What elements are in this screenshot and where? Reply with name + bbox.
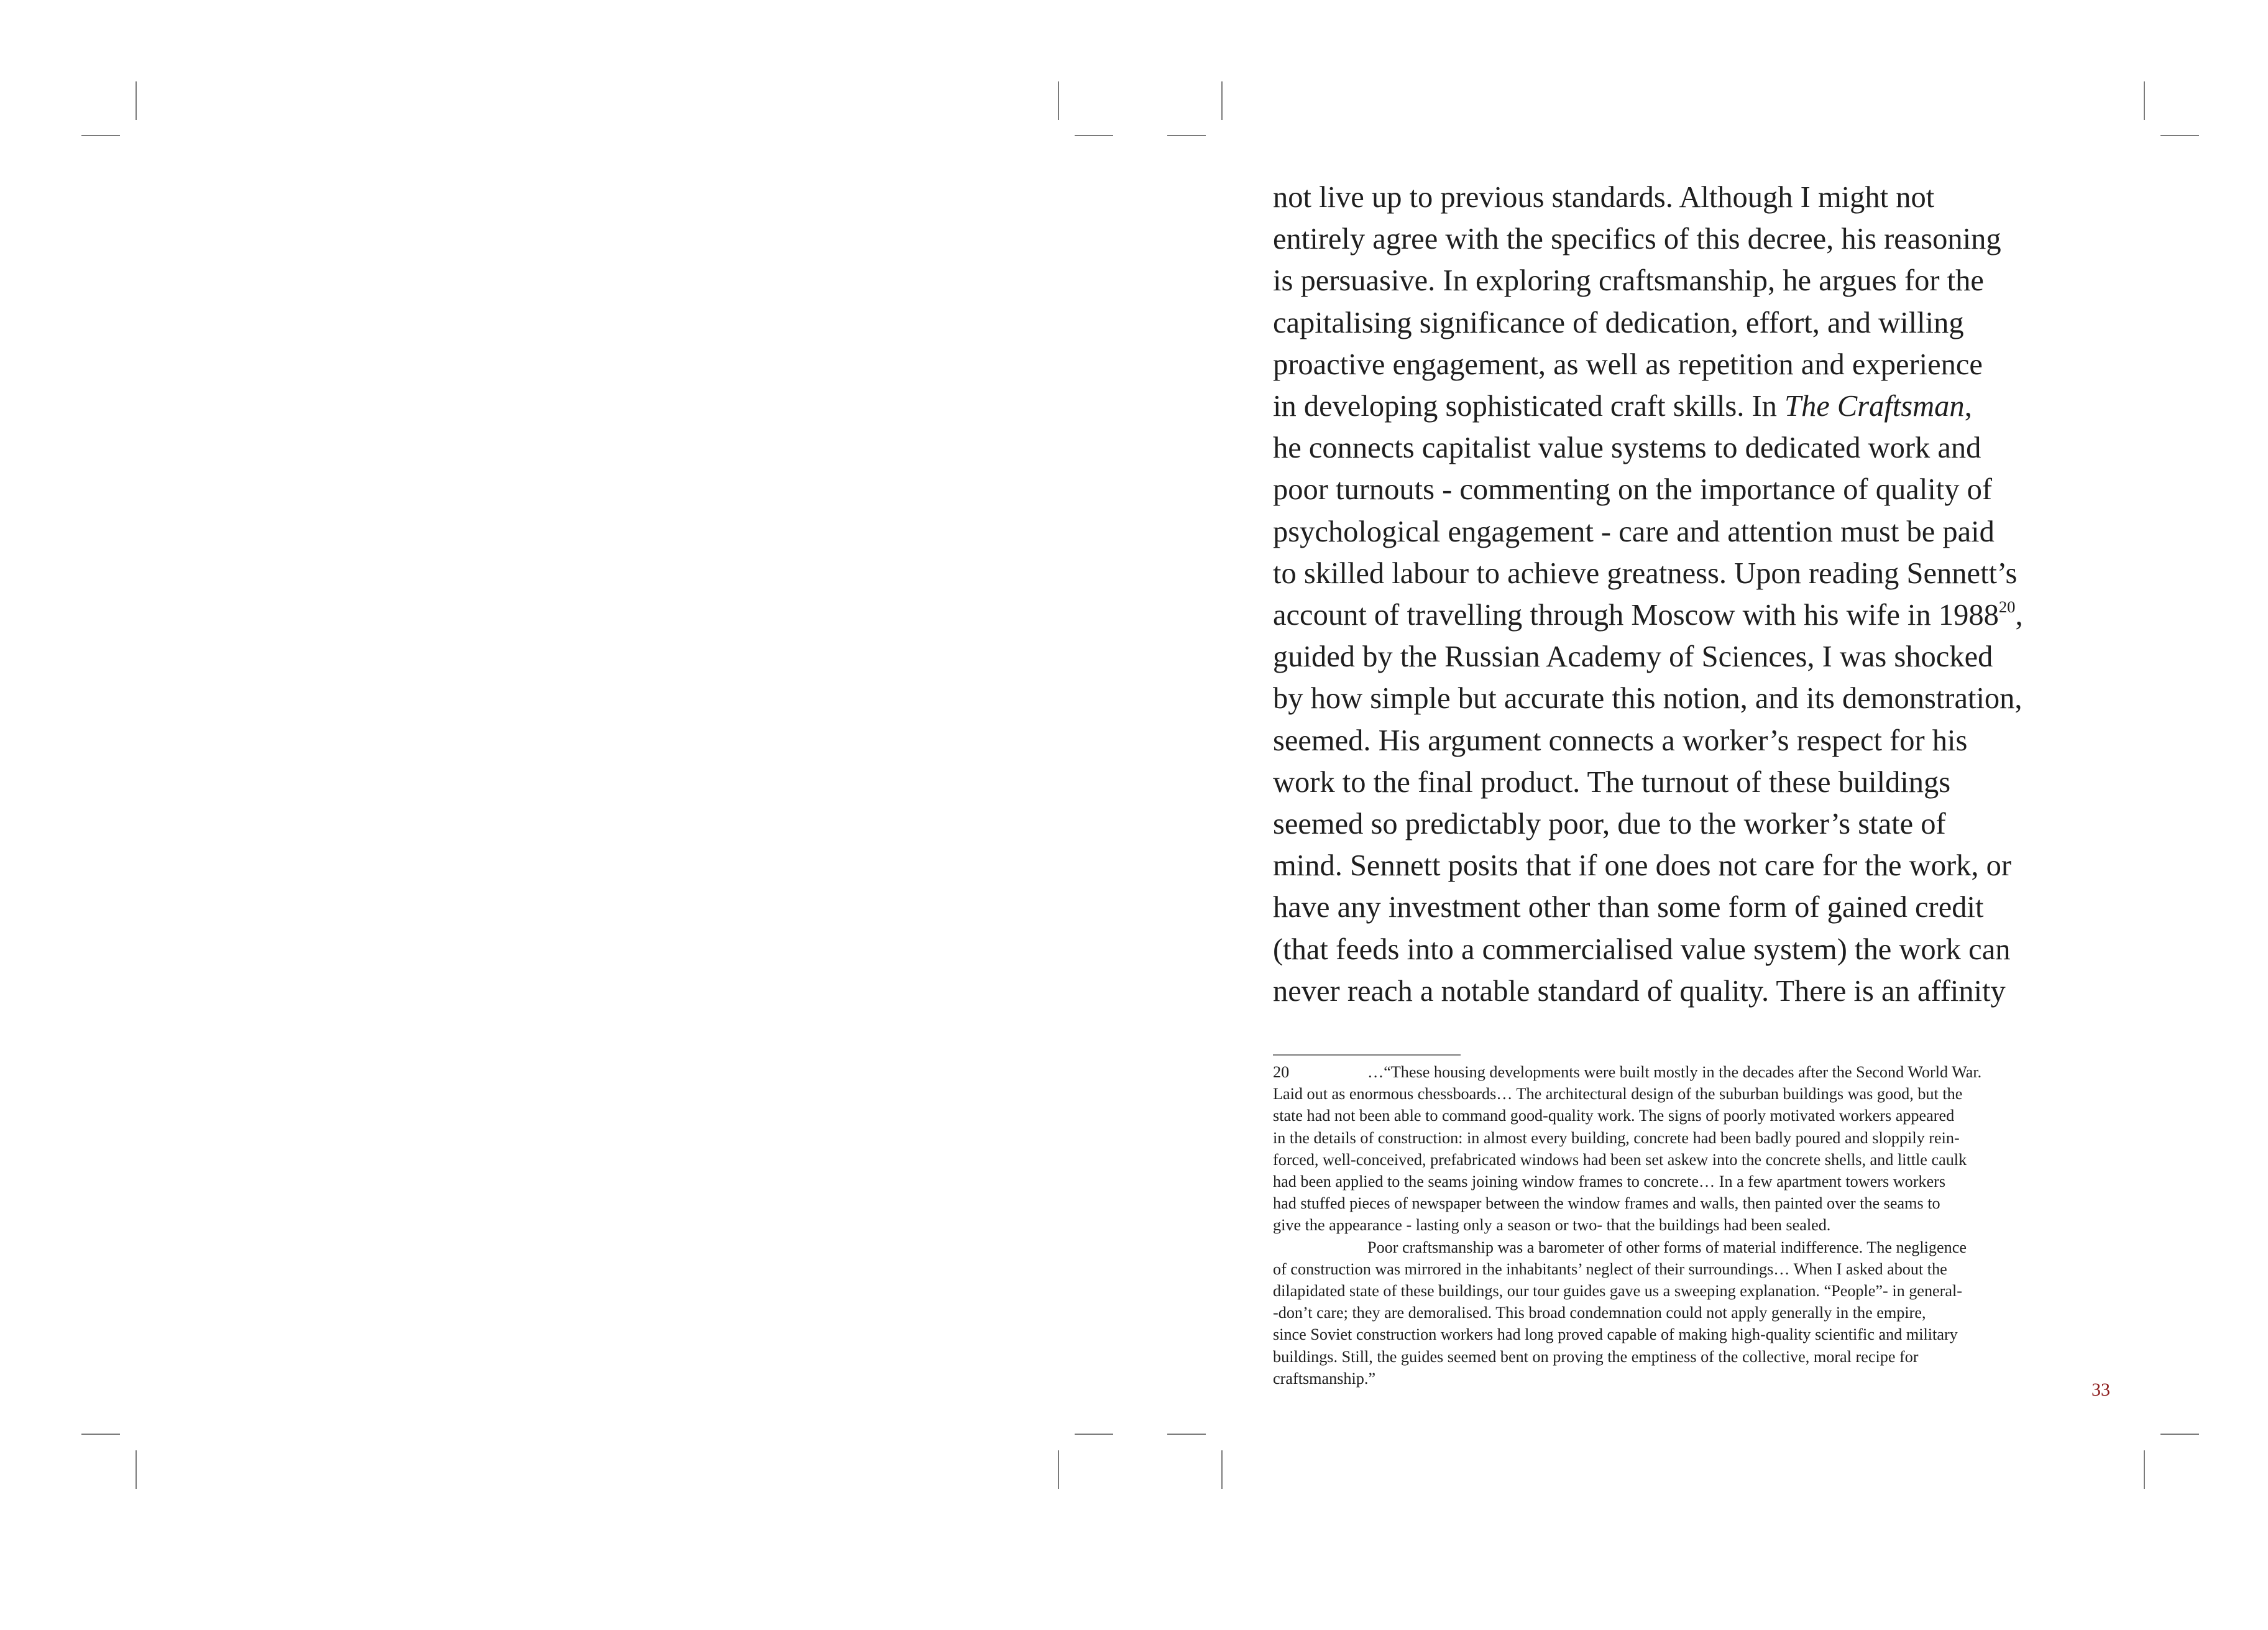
crop-mark: [81, 135, 120, 136]
crop-mark: [1058, 81, 1059, 120]
body-line: work to the final product. The turnout of these buildings: [1273, 765, 1951, 799]
footnote-paragraph-2: [1273, 1258, 2093, 1389]
body-line: account of travelling through Moscow with his wife in 1988$^{20}$,: [1273, 597, 2023, 632]
crop-mark: [135, 1450, 137, 1489]
footnote-line: -don’t care; they are demoralised. This broad condemnation could not apply generally in the empire,: [1273, 1304, 1926, 1322]
crop-mark: [2160, 1434, 2199, 1435]
body-line: is persuasive. In exploring craftsmanship, he argues for the: [1273, 264, 1984, 298]
body-line: not live up to previous standards. Although I might not: [1273, 181, 1935, 214]
footnote-line: Laid out as enormous chessboards… The architectural design of the suburban buildings was good, but the: [1273, 1085, 1963, 1103]
footnote-para2-first-line: [1273, 1236, 2093, 1258]
footnote-paragraph-1: [1273, 1083, 2093, 1236]
body-text: [1273, 177, 2131, 1012]
crop-mark: [1167, 135, 1206, 136]
footnote-divider: [1273, 1054, 1461, 1056]
footnote-line: craftsmanship.”: [1273, 1369, 1376, 1388]
footnote-line: in the details of construction: in almost every building, concrete had been badly poured and sloppily rein-: [1273, 1128, 1960, 1147]
footnote-text: …“These housing developments were built mostly in the decades after the Second World War.: [1367, 1063, 1982, 1081]
footnote-first-line: [1273, 1061, 2093, 1083]
crop-mark: [1075, 1434, 1113, 1435]
body-line: poor turnouts - commenting on the importance of quality of: [1273, 473, 1993, 507]
crop-mark: [1221, 1450, 1223, 1489]
footnote-text: Poor craftsmanship was a barometer of other forms of material indifference. The negligence: [1367, 1238, 1967, 1256]
footnote-line: had stuffed pieces of newspaper between the window frames and walls, then painted over the seams to: [1273, 1194, 1940, 1213]
footnote-line: buildings. Still, the guides seemed bent on proving the emptiness of the collective, moral recipe for: [1273, 1347, 1919, 1366]
page-number: 33: [2091, 1379, 2110, 1400]
body-line: to skilled labour to achieve greatness. Upon reading Sennett’s: [1273, 556, 2018, 590]
body-line: seemed so predictably poor, due to the worker’s state of: [1273, 808, 1946, 841]
crop-mark: [1221, 81, 1223, 120]
footnote: [1273, 1061, 2093, 1389]
body-line: he connects capitalist value systems to dedicated work and: [1273, 431, 1981, 465]
footnote-line: since Soviet construction workers had long proved capable of making high-quality scientific and military: [1273, 1325, 1958, 1344]
body-line: mind. Sennett posits that if one does not care for the work, or: [1273, 849, 2011, 883]
footnote-line: give the appearance - lasting only a season or two- that the buildings had been sealed.: [1273, 1216, 1831, 1235]
crop-mark: [1075, 135, 1113, 136]
body-line: have any investment other than some form of gained credit: [1273, 891, 1984, 924]
crop-mark: [1058, 1450, 1059, 1489]
footnote-line: state had not been able to command good-quality work. The signs of poorly motivated workers appeared: [1273, 1107, 1955, 1125]
crop-mark: [81, 1434, 120, 1435]
body-line: never reach a notable standard of quality. There is an affinity: [1273, 974, 2006, 1008]
body-line: in developing sophisticated craft skills. In The Craftsman,: [1273, 390, 1972, 423]
footnote-number: 20: [1273, 1063, 1290, 1081]
body-line: entirely agree with the specifics of this decree, his reasoning: [1273, 223, 2001, 256]
body-line: guided by the Russian Academy of Sciences, I was shocked: [1273, 640, 1993, 674]
footnote-line: had been applied to the seams joining window frames to concrete… In a few apartment towers workers: [1273, 1172, 1946, 1191]
body-line: by how simple but accurate this notion, and its demonstration,: [1273, 682, 2022, 716]
footnote-line: forced, well-conceived, prefabricated windows had been set askew into the concrete shells, and little caulk: [1273, 1150, 1967, 1169]
crop-mark: [1167, 1434, 1206, 1435]
body-line: capitalising significance of dedication, effort, and willing: [1273, 306, 1964, 339]
crop-mark: [2144, 1450, 2145, 1489]
footnote-reference[interactable]: 20: [1998, 597, 2016, 617]
body-line: seemed. His argument connects a worker’s respect for his: [1273, 724, 1968, 757]
body-line: proactive engagement, as well as repetition and experience: [1273, 348, 1983, 381]
footnote-line: dilapidated state of these buildings, our tour guides gave us a sweeping explanation. “People”- in general-: [1273, 1282, 1963, 1301]
crop-mark: [135, 81, 137, 120]
book-title: The Craftsman: [1784, 390, 1965, 423]
body-line: psychological engagement - care and attention must be paid: [1273, 515, 1995, 548]
crop-mark: [2160, 135, 2199, 136]
crop-mark: [2144, 81, 2145, 120]
footnote-line: of construction was mirrored in the inhabitants’ neglect of their surroundings… When I asked about the: [1273, 1259, 1947, 1278]
body-line: (that feeds into a commercialised value system) the work can: [1273, 932, 2011, 966]
